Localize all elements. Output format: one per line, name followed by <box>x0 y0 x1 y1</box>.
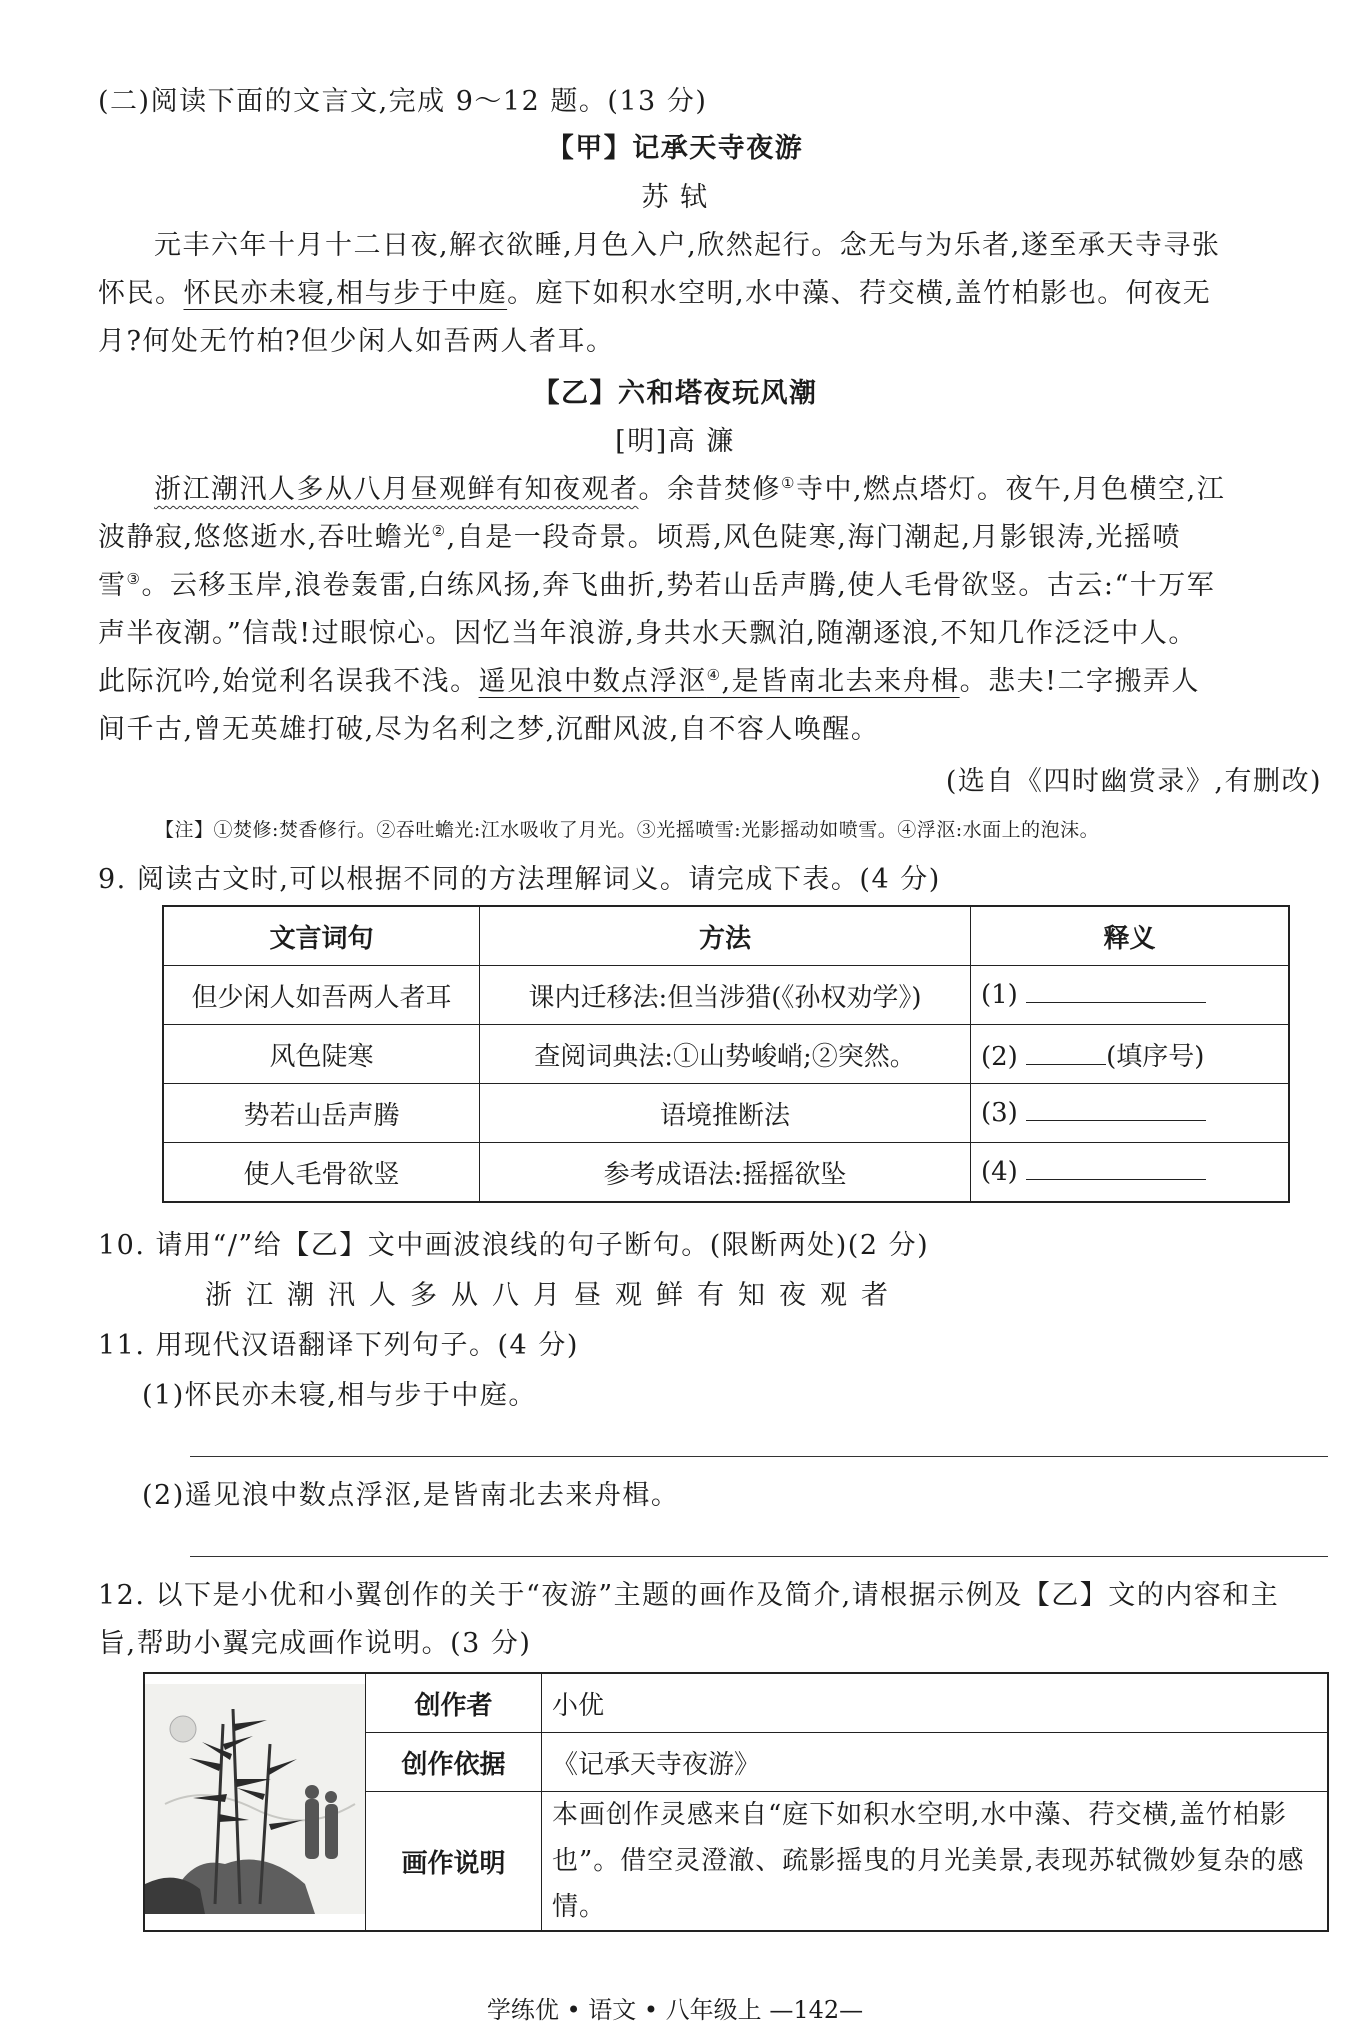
header-cell: 释义 <box>971 906 1290 966</box>
q12-prompt-line: 12. 以下是小优和小翼创作的关于“夜游”主题的画作及简介,请根据示例及【乙】文的内容和主 <box>98 1580 1280 1611</box>
answer-cell <box>971 1143 1290 1203</box>
yi-title: 【乙】六和塔夜玩风潮 <box>532 378 818 409</box>
section-title: (二)阅读下面的文言文,完成 9～12 题。(13 分) <box>98 86 708 117</box>
q10-prompt: 10. 请用“/”给【乙】文中画波浪线的句子断句。(限断两处)(2 分) <box>98 1230 930 1261</box>
table-row <box>163 1084 1289 1143</box>
answer-blank[interactable] <box>1026 1002 1206 1003</box>
yi-text: ,自是一段奇景。顷焉,风色陡寒,海门潮起,月影银涛,光摇喷 <box>446 522 1182 553</box>
answer-hint: (填序号) <box>1106 1041 1205 1072</box>
header-cell: 方法 <box>480 906 971 966</box>
table-row <box>163 1143 1289 1203</box>
answer-line[interactable] <box>190 1456 1328 1457</box>
q11-sentence-1: (1)怀民亦未寝,相与步于中庭。 <box>142 1380 537 1411</box>
table-row <box>163 966 1289 1025</box>
answer-cell <box>971 1025 1290 1084</box>
yi-text: 。余昔焚修 <box>638 474 781 505</box>
q9-prompt: 9. 阅读古文时,可以根据不同的方法理解词义。请完成下表。(4 分) <box>98 864 941 895</box>
answer-blank[interactable] <box>1026 1179 1206 1180</box>
answer-number: (4) <box>981 1157 1018 1187</box>
yi-text: 此际沉吟,始觉利名误我不浅。 <box>98 666 479 697</box>
phrase: 但少闲人如吾两人者耳 <box>191 982 452 1013</box>
jia-passage <box>98 222 1328 366</box>
note-ref: ② <box>431 522 447 540</box>
yi-passage <box>98 466 1328 754</box>
yi-text: 波静寂,悠悠逝水,吞吐蟾光 <box>98 522 432 553</box>
source-citation: (选自《四时幽赏录》,有删改) <box>945 766 1322 797</box>
jia-text: 怀民。 <box>98 278 184 309</box>
answer-cell <box>971 966 1290 1025</box>
answer-number: (1) <box>981 980 1018 1010</box>
yi-text: 雪 <box>98 570 127 601</box>
answer-number: (3) <box>981 1098 1018 1128</box>
yi-line-2 <box>98 514 1328 562</box>
q9-table <box>162 905 1290 1203</box>
answer-cell <box>971 1084 1290 1143</box>
yi-line-3 <box>98 562 1328 610</box>
annotation-note: 【注】①焚修:焚香修行。②吞吐蟾光:江水吸收了月光。③光摇喷雪:光影摇动如喷雪。④浮沤:水面上的泡沫。 <box>155 819 1100 841</box>
yi-line-6: 间千古,曾无英雄打破,尽为名利之梦,沉酣风波,自不容人唤醒。 <box>98 714 880 745</box>
phrase-cell: 势若山岳声腾 <box>163 1084 480 1143</box>
value-cell: 小优 <box>542 1673 1329 1733</box>
label-cell: 画作说明 <box>366 1792 542 1932</box>
label-cell: 创作依据 <box>366 1733 542 1792</box>
q12-prompt-line: 旨,帮助小翼完成画作说明。(3 分) <box>98 1628 532 1659</box>
yi-text: 寺中,燃点塔灯。夜午,月色横空,江 <box>795 474 1226 505</box>
q12-prompt <box>98 1572 1330 1668</box>
jia-line-3: 月?何处无竹柏?但少闲人如吾两人者耳。 <box>98 326 615 357</box>
yi-underlined-sentence <box>479 666 960 697</box>
yi-line-1 <box>98 466 1328 514</box>
yi-line-5 <box>98 658 1328 706</box>
phrase-cell: 使人毛骨欲竖 <box>163 1143 480 1203</box>
method-cell: 课内迁移法:但当涉猎(《孙权劝学》) <box>480 966 971 1025</box>
yi-text: ,是皆南北去来舟楫 <box>721 666 960 697</box>
moonlit-bamboo-painting <box>145 1684 365 1914</box>
jia-text: 。庭下如积水空明,水中藻、荇交横,盖竹柏影也。何夜无 <box>507 278 1212 309</box>
painting-cell <box>144 1673 366 1931</box>
q11-sentence-2: (2)遥见浪中数点浮沤,是皆南北去来舟楫。 <box>142 1480 680 1511</box>
table-row <box>144 1673 1328 1733</box>
answer-blank[interactable] <box>1026 1064 1106 1065</box>
yi-line-4: 声半夜潮。”信哉!过眼惊心。因忆当年浪游,身共水天飘泊,随潮逐浪,不知几作泛泛中人。 <box>98 618 1197 649</box>
answer-blank[interactable] <box>1026 1120 1206 1121</box>
method-cell: 查阅词典法:①山势峻峭;②突然。 <box>480 1025 971 1084</box>
label-cell: 创作者 <box>366 1673 542 1733</box>
answer-line[interactable] <box>190 1556 1328 1557</box>
note-ref: ③ <box>126 570 142 588</box>
value-cell: 本画创作灵感来自“庭下如积水空明,水中藻、荇交横,盖竹柏影也”。借空灵澄澈、疏影摇曳的月光美景,表现苏轼微妙复杂的感情。 <box>542 1792 1329 1932</box>
jia-title: 【甲】记承天寺夜游 <box>546 133 804 164</box>
value-cell: 《记承天寺夜游》 <box>542 1733 1329 1792</box>
yi-author: [明]高 濂 <box>615 426 735 457</box>
note-ref: ① <box>781 474 796 492</box>
jia-author: 苏 轼 <box>641 182 709 213</box>
yi-text: 。悲夫!二字搬弄人 <box>959 666 1200 697</box>
yi-text: 。云移玉岸,浪卷轰雷,白练风扬,奔飞曲折,势若山岳声腾,使人毛骨欲竖。古云:“十万军 <box>141 570 1216 601</box>
q12-table <box>143 1672 1329 1932</box>
note-ref: ④ <box>706 666 722 684</box>
phrase-cell <box>163 966 480 1025</box>
q11-prompt: 11. 用现代汉语翻译下列句子。(4 分) <box>98 1330 579 1361</box>
q10-sentence[interactable]: 浙江潮汛人多从八月昼观鲜有知夜观者 <box>205 1280 902 1311</box>
jia-line-1: 元丰六年十月十二日夜,解衣欲睡,月色入户,欣然起行。念无与为乐者,遂至承天寺寻张 <box>154 230 1221 261</box>
answer-number: (2) <box>981 1041 1018 1072</box>
page-footer: 学练优 • 语文 • 八年级上 —142— <box>486 1996 864 2024</box>
phrase-cell: 风色陡寒 <box>163 1025 480 1084</box>
header-cell: 文言词句 <box>163 906 480 966</box>
jia-underlined-sentence: 怀民亦未寝,相与步于中庭 <box>183 278 508 309</box>
jia-line-2 <box>98 270 1328 318</box>
phrase-text <box>191 983 451 1013</box>
table-header-row <box>163 906 1289 966</box>
table-row <box>163 1025 1289 1084</box>
method-cell: 语境推断法 <box>480 1084 971 1143</box>
method-cell: 参考成语法:摇摇欲坠 <box>480 1143 971 1203</box>
yi-wavy-sentence: 浙江潮汛人多从八月昼观鲜有知夜观者 <box>154 474 639 505</box>
yi-text: 遥见浪中数点浮沤 <box>478 666 707 697</box>
